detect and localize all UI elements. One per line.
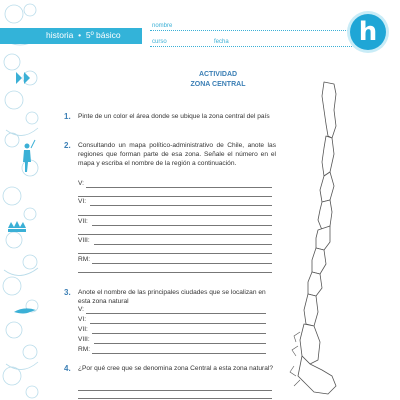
swirl-decoration-icon: [0, 0, 44, 400]
q2-label-viii: VIII:: [78, 237, 90, 244]
q3-label-rm: RM:: [78, 346, 91, 353]
map-region-north: [322, 82, 336, 138]
crown-icon: [8, 221, 26, 232]
title-line-1: ACTIVIDAD: [198, 71, 238, 78]
q3-answer-line-viii[interactable]: [94, 343, 266, 344]
map-region-biobio: [312, 248, 326, 274]
q3-answer-line-vii[interactable]: [92, 333, 266, 334]
q3-answer-line-v[interactable]: [86, 313, 266, 314]
q2-label-vii: VII:: [78, 218, 88, 225]
map-region-araucania: [308, 272, 322, 296]
q3-answer-line-vi[interactable]: [90, 323, 266, 324]
q2-answer-line-rm[interactable]: [92, 263, 272, 264]
name-label: nombre: [152, 23, 173, 29]
q2-answer-line-vi[interactable]: [90, 205, 272, 206]
map-region-maule: [316, 226, 330, 250]
question-4-number: 4.: [64, 364, 71, 373]
title-line-2: ZONA CENTRAL: [190, 81, 246, 88]
q2-answer-line[interactable]: [78, 272, 272, 273]
q3-label-vii: VII:: [78, 326, 88, 333]
h-logo: [350, 14, 386, 50]
map-region-central: [318, 200, 332, 230]
q3-answer-line-rm[interactable]: [92, 353, 266, 354]
map-region-coquimbo: [320, 172, 334, 202]
map-region-atacama: [322, 136, 334, 176]
bullet-separator: •: [75, 30, 84, 40]
q2-answer-line-viii[interactable]: [94, 244, 272, 245]
q2-answer-line[interactable]: [78, 234, 272, 235]
course-date-field[interactable]: [150, 34, 360, 47]
question-4-text: ¿Por qué cree que se denomina zona Central a esta zona natural?: [78, 365, 274, 372]
date-label: fecha: [214, 39, 229, 45]
question-1-text: Pinte de un color el área donde se ubique la zona central del país: [78, 113, 270, 120]
q2-answer-line[interactable]: [78, 196, 272, 197]
grade-label: 5º básico: [85, 30, 121, 40]
q4-answer-line[interactable]: [78, 398, 272, 399]
q2-answer-line[interactable]: [78, 253, 272, 254]
q3-label-viii: VIII:: [78, 336, 90, 343]
q2-answer-line[interactable]: [78, 215, 272, 216]
map-region-lagos: [304, 294, 318, 326]
bird-icon: [14, 308, 36, 313]
logo-letter: h: [358, 17, 378, 47]
q2-answer-line-v[interactable]: [86, 187, 272, 188]
subject-label: historia: [46, 30, 74, 40]
activity-title: [148, 70, 288, 90]
soldier-silhouette-icon: [23, 140, 35, 172]
decorative-sidebar: [0, 0, 44, 400]
q3-label-v: V:: [78, 306, 84, 313]
q2-label-rm: RM:: [78, 256, 91, 263]
question-2-text: Consultando un mapa político-administrativo de Chile, anote las regiones que forman parte de esa zona. Señale el número en el mapa y escriba el nombre de la región a continuación.: [78, 142, 276, 167]
chile-map-icon: [284, 80, 360, 400]
question-2-number: 2.: [64, 141, 71, 150]
map-region-magallanes: [298, 356, 336, 394]
course-label: curso: [152, 39, 167, 45]
q3-label-vi: VI:: [78, 316, 87, 323]
question-1-number: 1.: [64, 112, 71, 121]
question-3-number: 3.: [64, 288, 71, 297]
question-3-text: Anote el nombre de las principales ciudades que se localizan en esta zona natural: [78, 289, 266, 305]
q2-label-v: V:: [78, 180, 84, 187]
name-field[interactable]: [150, 18, 360, 31]
q2-label-vi: VI:: [78, 198, 87, 205]
q2-answer-line-vii[interactable]: [92, 225, 272, 226]
q4-answer-line[interactable]: [78, 390, 272, 391]
subject-bar-text: [46, 30, 121, 40]
